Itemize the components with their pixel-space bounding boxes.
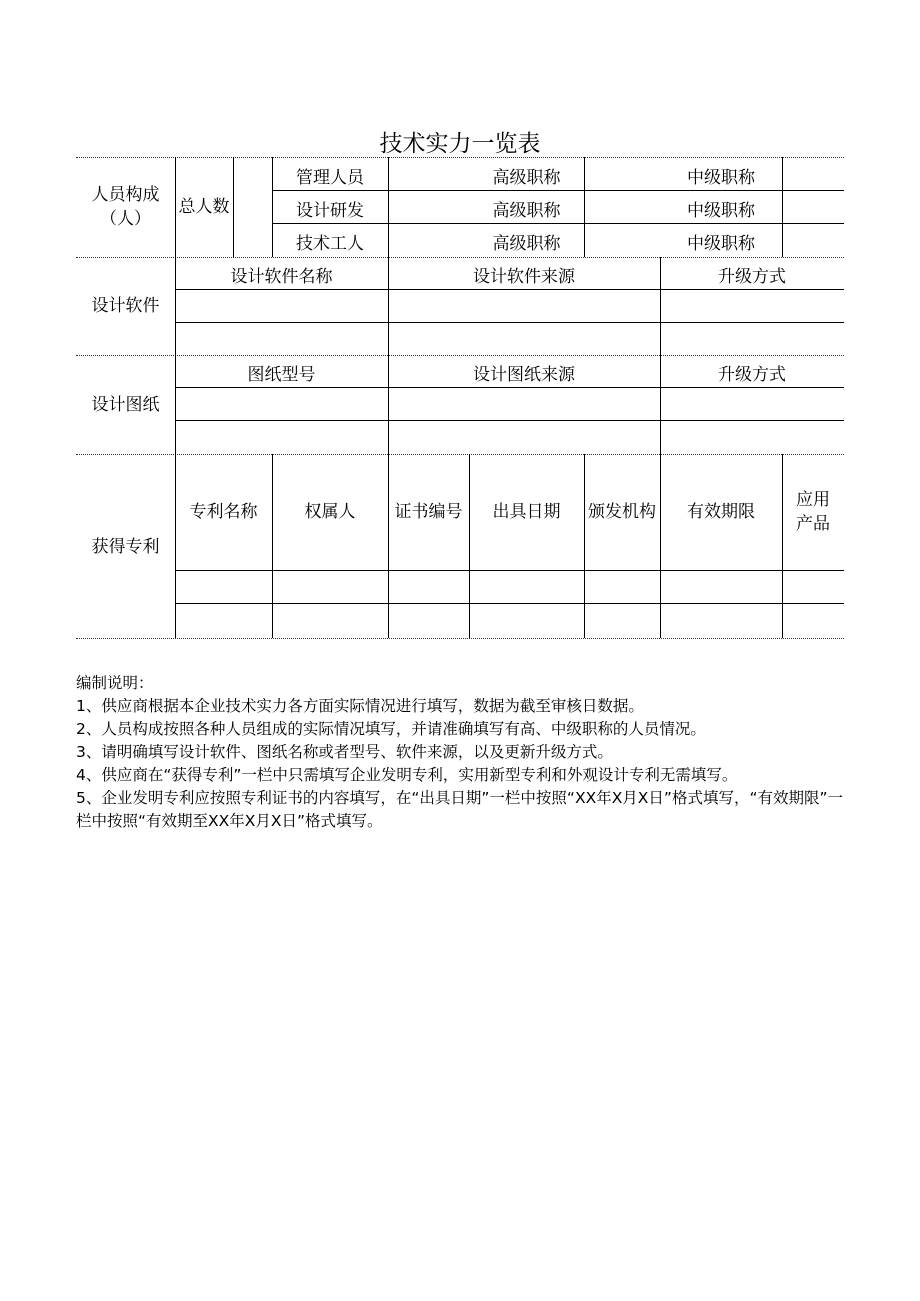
personnel-category: 管理人员 (296, 168, 364, 188)
column-divider (272, 454, 273, 638)
patents-label: 获得专利 (91, 537, 160, 557)
total-count-label: 总人数 (178, 197, 230, 217)
patent-header: 专利名称 (189, 502, 258, 522)
column-divider (175, 157, 176, 638)
patent-header: 应用 (796, 490, 830, 510)
table-bottom-border (76, 638, 844, 639)
note-item: 4、供应商在“获得专利”一栏中只需填写企业发明专利，实用新型专利和外观设计专利无需填写。 (76, 766, 738, 784)
page-title: 技术实力一览表 (379, 131, 541, 157)
row-divider (175, 387, 844, 388)
notes-heading: 编制说明： (76, 674, 154, 692)
drawings-header: 图纸型号 (247, 365, 316, 385)
note-item: 5、企业发明专利应按照专利证书的内容填写，在“出具日期”一栏中按照“XX年X月X日”格式填写，“有效期限”一栏中按照“有效期至XX年X月X日”格式填写。 (76, 789, 844, 830)
patent-header: 证书编号 (394, 502, 463, 522)
column-divider (584, 454, 585, 638)
senior-title-label: 高级职称 (492, 234, 561, 254)
section-divider (76, 257, 844, 258)
table-top-border (76, 157, 844, 158)
column-divider (233, 157, 234, 257)
senior-title-label: 高级职称 (492, 201, 561, 221)
senior-title-label: 高级职称 (492, 168, 561, 188)
software-header: 升级方式 (718, 267, 786, 287)
software-label: 设计软件 (91, 296, 160, 316)
row-divider (175, 603, 844, 604)
drawings-header: 设计图纸来源 (473, 365, 575, 385)
row-divider (175, 322, 844, 323)
middle-title-label: 中级职称 (687, 234, 755, 254)
section-divider (76, 355, 844, 356)
drawings-header: 升级方式 (718, 365, 786, 385)
software-header: 设计软件来源 (473, 267, 575, 287)
section-divider (76, 454, 844, 455)
personnel-category: 技术工人 (296, 234, 364, 254)
row-divider (175, 420, 844, 421)
column-divider (660, 454, 661, 638)
drawings-label: 设计图纸 (91, 395, 160, 415)
patent-header: 出具日期 (492, 502, 561, 522)
column-divider (782, 454, 783, 638)
patent-header: 产品 (796, 514, 830, 534)
row-divider (272, 223, 844, 224)
software-header: 设计软件名称 (230, 267, 333, 287)
middle-title-label: 中级职称 (687, 201, 755, 221)
personnel-label-unit: （人） (100, 209, 151, 229)
column-divider (782, 157, 783, 257)
column-divider (584, 157, 585, 257)
compilation-notes (76, 672, 848, 833)
column-divider (388, 157, 389, 257)
row-divider (175, 570, 844, 571)
patent-header: 有效期限 (687, 502, 755, 522)
column-divider (388, 454, 389, 638)
middle-title-label: 中级职称 (687, 168, 755, 188)
patent-header: 颁发机构 (588, 502, 656, 522)
personnel-category: 设计研发 (296, 201, 364, 221)
note-item: 2、人员构成按照各种人员组成的实际情况填写，并请准确填写有高、中级职称的人员情况。 (76, 720, 706, 738)
column-divider (469, 454, 470, 638)
row-divider (175, 289, 844, 290)
patent-header: 权属人 (304, 502, 356, 522)
personnel-label: 人员构成 (91, 185, 160, 205)
row-divider (272, 190, 844, 191)
note-item: 1、供应商根据本企业技术实力各方面实际情况进行填写，数据为截至审核日数据。 (76, 697, 644, 715)
note-item: 3、请明确填写设计软件、图纸名称或者型号、软件来源，以及更新升级方式。 (76, 743, 613, 761)
